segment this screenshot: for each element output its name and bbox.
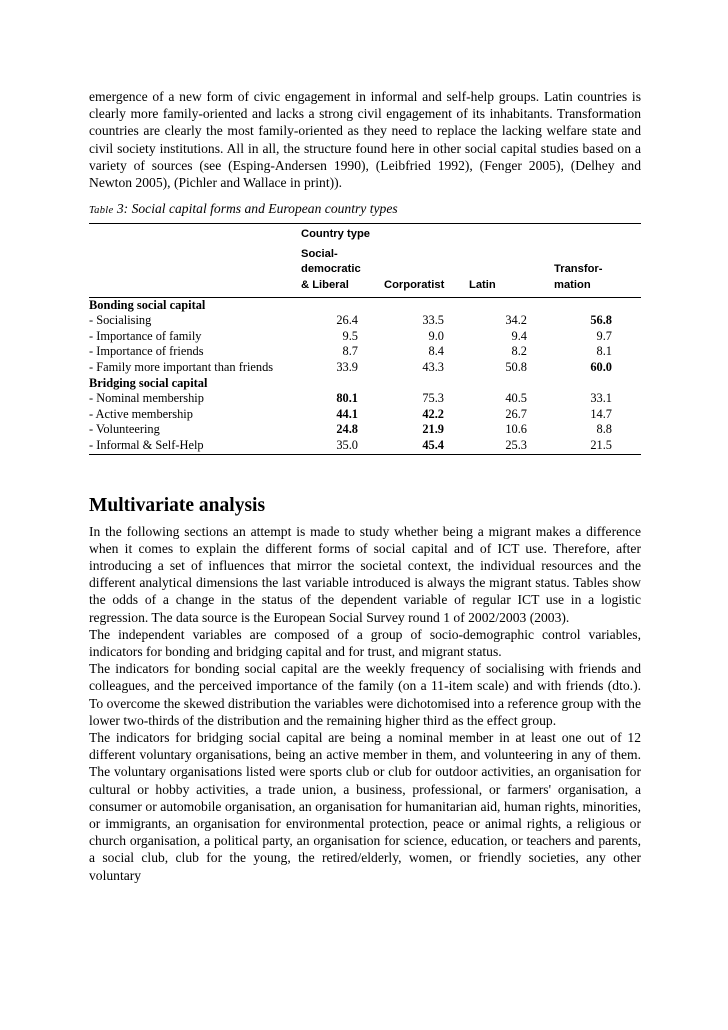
cell-value: 44.1	[336, 406, 358, 421]
body-paragraph: In the following sections an attempt is made to study whether being a migrant makes a difference when it comes to explain the different forms of social capital and of ICT use. Therefore, after introducing a set of influences that mirror the societal context, the individual resources and the different analytical dimensions the last variable introduced is always the migrant status. Tables show the odds of a change in the status of the dependent variable of regular ICT use in a logistic regression. The data source is the European Social Survey round 1 of 2002/2003 (2003).	[89, 523, 641, 625]
intro-paragraph: emergence of a new form of civic engagement in informal and self-help groups. Latin countries is clearly more family-oriented and lacks a strong civil engagement of its inhabitants. Transformation countries are clearly the most family-oriented as they need to replace the lacking welfare state and civil society institutions. All in all, the structure found here in other social capital studies based on a variety of sources (see (Esping-Andersen 1990), (Leibfried 1992), (Fenger 2005), (Delhey and Newton 2005), (Pichler and Wallace in print)).	[89, 89, 641, 191]
table-cell	[554, 360, 641, 376]
table-row	[89, 438, 641, 454]
document-page	[89, 88, 641, 884]
cell-value: 42.2	[422, 406, 444, 421]
table-cell	[384, 391, 469, 407]
table-cell	[384, 329, 469, 345]
table-cell	[469, 360, 554, 376]
cell-value: 9.4	[511, 328, 527, 343]
table-cell	[301, 344, 384, 360]
table-row	[89, 329, 641, 345]
cell-value: 21.5	[590, 437, 612, 452]
table-caption	[89, 200, 641, 219]
body-paragraph: The indicators for bridging social capital are being a nominal member in at least one out of 12 different voluntary organisations, being an active member in them, and volunteering in any of them. The voluntary organisations listed were sports club or club for outdoor activities, an organisation for cultural or hobby activities, a trade union, a business, professional, or farmers' organisation, a consumer or automobile organisation, an organisation for humanitarian aid, human rights, minorities, or immigrants, an organisation for environmental protection, peace or animal rights, a religious or church organisation, a political party, an organisation for science, education, or teachers and parents, a social club, club for the young, the retired/elderly, women, or friendly societies, any other voluntary	[89, 729, 641, 883]
table-cell	[469, 407, 554, 423]
row-label: - Socialising	[89, 313, 152, 328]
table-cell	[469, 344, 554, 360]
table-cell	[301, 360, 384, 376]
cell-value: 8.2	[511, 344, 527, 359]
body-paragraph: The indicators for bonding social capital are the weekly frequency of socialising with friends and colleagues, and the perceived importance of the family (on a 11-item scale) and with friends (dto.). To overcome the skewed distribution the variables were dichotomised into a reference group with the lower two-thirds of the distribution and the remaining higher third as the effect group.	[89, 661, 641, 728]
table-cell	[469, 438, 554, 454]
col-header-social-democratic: Social- democratic & Liberal	[301, 247, 361, 291]
cell-value: 33.9	[336, 359, 358, 374]
table-section-row	[89, 297, 641, 313]
cell-value: 60.0	[590, 359, 612, 374]
group-header: Country type	[301, 228, 370, 241]
col-header-transformation: Transfor- mation	[554, 263, 603, 291]
row-label: - Volunteering	[89, 422, 160, 437]
table-cell	[469, 391, 554, 407]
table-cell	[554, 329, 641, 345]
cell-value: 9.7	[596, 328, 612, 343]
row-label: - Importance of family	[89, 328, 202, 343]
table-cell	[384, 422, 469, 438]
table-cell	[301, 422, 384, 438]
col-header-latin: Latin	[469, 279, 496, 291]
cell-value: 8.4	[428, 344, 444, 359]
row-label: - Nominal membership	[89, 391, 204, 406]
cell-value: 45.4	[422, 437, 444, 452]
cell-value: 9.0	[428, 328, 444, 343]
cell-value: 9.5	[342, 328, 358, 343]
cell-value: 43.3	[422, 359, 444, 374]
table-cell	[384, 344, 469, 360]
cell-value: 10.6	[505, 422, 527, 437]
table-cell	[469, 329, 554, 345]
cell-value: 25.3	[505, 437, 527, 452]
cell-value: 21.9	[422, 422, 444, 437]
table-row	[89, 344, 641, 360]
table-cell	[301, 329, 384, 345]
table-cell	[554, 407, 641, 423]
body-text	[89, 523, 641, 884]
cell-value: 80.1	[336, 391, 358, 406]
cell-value: 40.5	[505, 391, 527, 406]
cell-value: 26.7	[505, 406, 527, 421]
cell-value: 50.8	[505, 359, 527, 374]
table-row	[89, 360, 641, 376]
cell-value: 33.1	[590, 391, 612, 406]
table-cell	[301, 407, 384, 423]
table-section-title: Bridging social capital	[89, 375, 208, 390]
table-cell	[301, 313, 384, 329]
table-cell	[554, 313, 641, 329]
table-caption-label: Table	[89, 205, 114, 217]
table-row	[89, 313, 641, 329]
table-cell	[301, 391, 384, 407]
cell-value: 8.8	[596, 422, 612, 437]
table-row	[89, 391, 641, 407]
section-heading: Multivariate analysis	[89, 494, 266, 516]
body-paragraph: The independent variables are composed of a group of socio-demographic control variables, indicators for bonding and bridging capital and for trust, and migrant status.	[89, 626, 641, 659]
table-cell	[554, 422, 641, 438]
cell-value: 26.4	[336, 313, 358, 328]
table-cell	[469, 313, 554, 329]
table-cell	[384, 407, 469, 423]
row-label: - Informal & Self-Help	[89, 437, 204, 452]
table-cell	[384, 313, 469, 329]
table-cell	[384, 360, 469, 376]
cell-value: 8.1	[596, 344, 612, 359]
table-caption-text: 3: Social capital forms and European country types	[113, 201, 398, 217]
table-body	[89, 297, 641, 454]
table-section-title: Bonding social capital	[89, 297, 206, 312]
cell-value: 33.5	[422, 313, 444, 328]
cell-value: 14.7	[590, 406, 612, 421]
table-cell	[554, 438, 641, 454]
table-row	[89, 422, 641, 438]
table-cell	[554, 344, 641, 360]
row-label: - Family more important than friends	[89, 359, 274, 374]
table-section-row	[89, 376, 641, 392]
table-cell	[301, 438, 384, 454]
country-types-table	[89, 223, 641, 454]
table-cell	[384, 438, 469, 454]
col-header-corporatist: Corporatist	[384, 279, 445, 291]
table-cell	[469, 422, 554, 438]
cell-value: 35.0	[336, 437, 358, 452]
cell-value: 34.2	[505, 313, 527, 328]
cell-value: 75.3	[422, 391, 444, 406]
cell-value: 24.8	[336, 422, 358, 437]
cell-value: 56.8	[590, 313, 612, 328]
row-label: - Active membership	[89, 406, 193, 421]
table-row	[89, 407, 641, 423]
row-label: - Importance of friends	[89, 344, 204, 359]
cell-value: 8.7	[342, 344, 358, 359]
table-cell	[554, 391, 641, 407]
